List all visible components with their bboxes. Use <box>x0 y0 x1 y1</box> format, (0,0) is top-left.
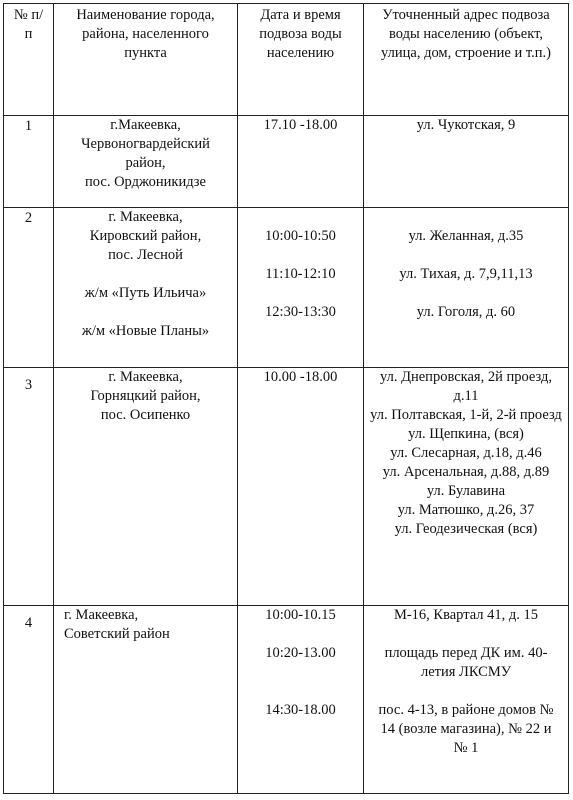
time-cell <box>238 606 364 794</box>
address-cell <box>364 208 569 368</box>
address-value: ул. Булавина <box>426 483 506 499</box>
address-value: площадь перед ДК им. 40-летия ЛКСМУ <box>384 645 548 680</box>
address-cell <box>364 606 569 794</box>
row-number: 3 <box>24 377 33 393</box>
address-value: ул. Чукотская, 9 <box>416 117 516 133</box>
address-cell <box>364 116 569 208</box>
water-delivery-table <box>3 3 569 794</box>
header-address <box>364 4 569 116</box>
header-time <box>238 4 364 116</box>
place-line: район, <box>125 155 166 171</box>
header-num-text: № п/п <box>13 7 44 42</box>
time-value: 11:10-12:10 <box>265 266 336 282</box>
header-address-text: Уточненный адрес подвоза воды населению (объект, улица, дом, строение и т.п.) <box>381 7 551 61</box>
row-number: 1 <box>24 118 33 134</box>
address-value: ул. Щепкина, (вся) <box>408 426 524 442</box>
header-row <box>4 4 569 116</box>
address-value: ул. Геодезическая (вся) <box>394 521 538 537</box>
address-value: ул. Полтавская, 1-й, 2-й проезд <box>370 407 562 423</box>
place-line: Горняцкий район, <box>90 388 201 404</box>
time-value: 10:00-10.15 <box>265 607 336 623</box>
header-place-text: Наименование города, района, населенного пункта <box>76 7 215 61</box>
place-cell <box>54 116 238 208</box>
place-line: ж/м «Новые Планы» <box>81 323 210 339</box>
address-value: М-16, Квартал 41, д. 15 <box>393 607 539 623</box>
address-value: ул. Арсенальная, д.88, д.89 <box>382 464 550 480</box>
place-cell <box>54 368 238 606</box>
place-line: г. Макеевка, <box>108 369 183 385</box>
place-line: г. Макеевка, <box>64 607 139 623</box>
address-value: пос. 4-13, в районе домов № 14 (возле магазина), № 22 и № 1 <box>378 702 554 756</box>
time-cell <box>238 368 364 606</box>
place-line: г. Макеевка, <box>108 209 183 225</box>
row-number-cell <box>4 606 54 794</box>
address-value: ул. Тихая, д. 7,9,11,13 <box>399 266 533 282</box>
time-value: 10.00 -18.00 <box>263 369 338 385</box>
address-value: ул. Желанная, д.35 <box>408 228 524 244</box>
place-line: пос. Осипенко <box>100 407 191 423</box>
row-number: 2 <box>24 210 33 226</box>
address-value: ул. Слесарная, д.18, д.46 <box>390 445 542 461</box>
time-cell <box>238 208 364 368</box>
time-value: 10:20-13.00 <box>265 645 336 661</box>
row-number-cell <box>4 116 54 208</box>
time-cell <box>238 116 364 208</box>
place-line: пос. Лесной <box>108 247 183 263</box>
header-num <box>4 4 54 116</box>
address-cell <box>364 368 569 606</box>
row-number: 4 <box>24 615 33 631</box>
address-value: ул. Матюшко, д.26, 37 <box>397 502 535 518</box>
place-line: Червоногвардейский <box>81 136 210 152</box>
table-row <box>4 116 569 208</box>
row-number-cell <box>4 368 54 606</box>
place-line: ж/м «Путь Ильича» <box>84 285 207 301</box>
time-value: 14:30-18.00 <box>265 702 336 718</box>
time-value: 12:30-13:30 <box>265 304 336 320</box>
address-value: ул. Днепровская, 2й проезд, д.11 <box>380 369 552 404</box>
time-value: 10:00-10:50 <box>265 228 336 244</box>
place-line: г.Макеевка, <box>110 117 181 133</box>
header-time-text: Дата и время подвоза воды населению <box>259 7 342 61</box>
place-line: пос. Орджоникидзе <box>85 174 206 190</box>
table-row <box>4 368 569 606</box>
time-value: 17.10 -18.00 <box>263 117 338 133</box>
table-row <box>4 208 569 368</box>
header-place <box>54 4 238 116</box>
address-value: ул. Гоголя, д. 60 <box>416 304 516 320</box>
place-cell <box>54 208 238 368</box>
place-cell <box>54 606 238 794</box>
place-line: Кировский район, <box>89 228 202 244</box>
row-number-cell <box>4 208 54 368</box>
table-row <box>4 606 569 794</box>
place-line: Советский район <box>64 626 170 642</box>
